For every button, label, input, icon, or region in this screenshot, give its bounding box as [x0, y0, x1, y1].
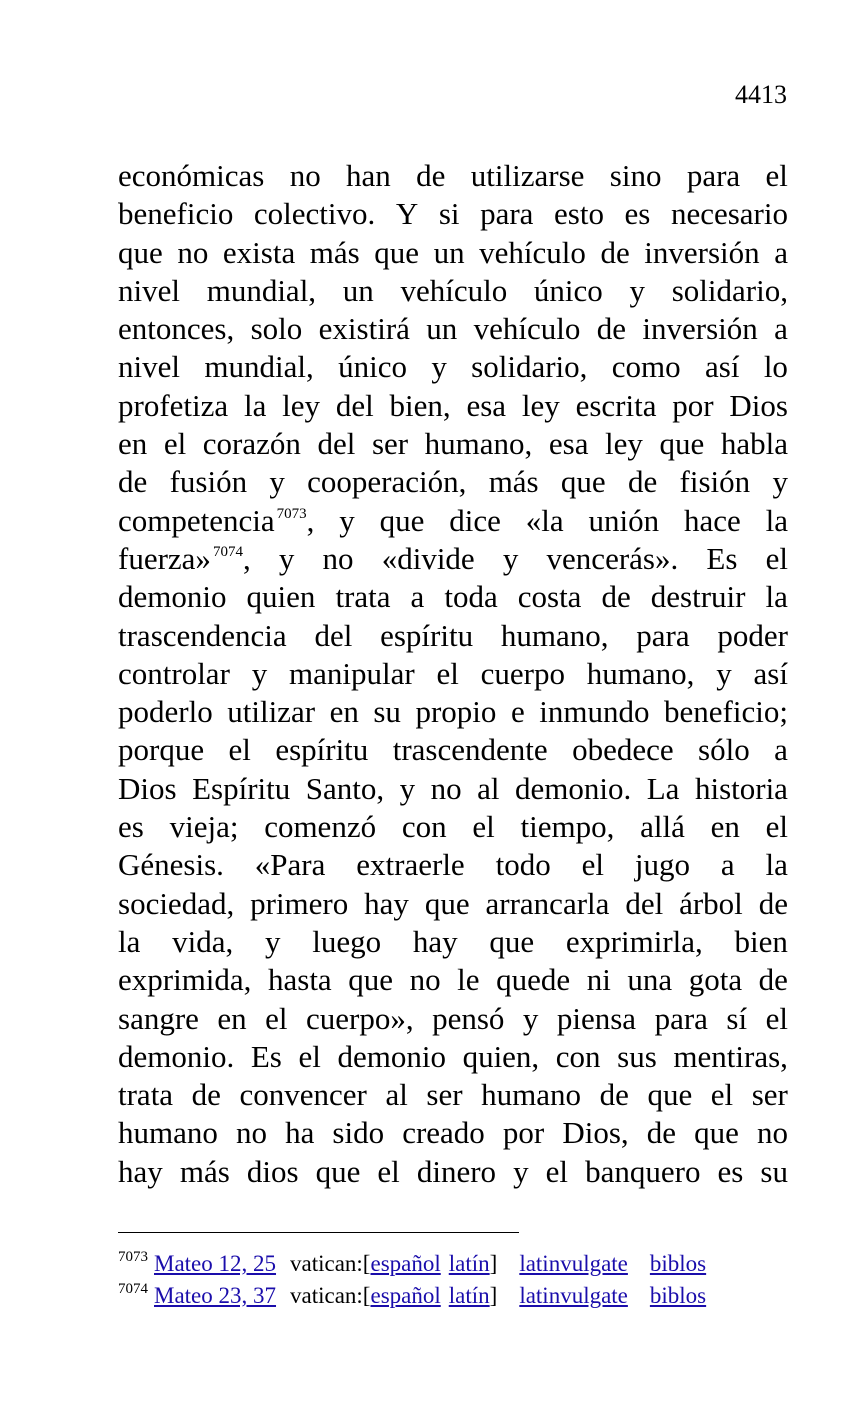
word: costa — [517, 579, 582, 615]
word: y — [269, 464, 285, 500]
word: cuerpo — [480, 655, 565, 691]
text-line — [118, 1038, 788, 1076]
word: que — [118, 234, 163, 270]
word: que — [647, 1077, 693, 1113]
word: nivel — [118, 272, 180, 308]
word: vida, — [172, 923, 234, 959]
word: banquero — [585, 1153, 701, 1189]
vatican-label: vatican:[ — [290, 1283, 371, 1308]
word: que — [374, 234, 420, 270]
word: el — [298, 1038, 321, 1074]
biblos-link[interactable]: biblos — [649, 1251, 707, 1276]
word: su — [760, 1153, 788, 1189]
word: su — [373, 694, 401, 730]
word: sí — [726, 1000, 748, 1036]
word: destruir — [650, 579, 746, 615]
word: hay — [118, 1153, 163, 1189]
word: un — [426, 311, 458, 347]
word: obedece — [572, 732, 674, 768]
word: corazón — [202, 426, 301, 462]
word: demonio — [337, 1038, 446, 1074]
word: a — [774, 311, 788, 347]
word: piensa — [556, 1000, 637, 1036]
word: le — [457, 962, 480, 998]
word: exprimirla, — [565, 923, 703, 959]
word: esto — [554, 196, 604, 232]
word: por — [672, 387, 714, 423]
word: un — [342, 272, 374, 308]
word: el — [581, 847, 604, 883]
footnote-number: 7074 — [118, 1281, 148, 1297]
word: competencia — [118, 502, 275, 538]
bracket-close: ] — [489, 1251, 498, 1276]
word: ser — [751, 1077, 788, 1113]
word: necesario — [670, 196, 788, 232]
word: el — [377, 1153, 400, 1189]
word: esa — [548, 426, 589, 462]
word: , — [242, 540, 251, 576]
word: al — [477, 770, 500, 806]
word: Es — [706, 540, 738, 576]
word: humano, — [424, 426, 533, 462]
word: bien — [734, 923, 788, 959]
word: Dios — [729, 387, 788, 423]
word-with-footnote-ref — [118, 502, 314, 540]
text-line — [118, 1076, 788, 1114]
word: y — [772, 464, 788, 500]
text-line — [118, 808, 788, 846]
word: , — [306, 502, 315, 538]
word: es — [118, 809, 144, 845]
word: luego — [312, 923, 382, 959]
word: convencer — [239, 1077, 367, 1113]
word: sido — [332, 1115, 385, 1151]
word: la — [118, 923, 141, 959]
body-text — [118, 157, 788, 1191]
word: del — [314, 617, 353, 653]
word: hace — [683, 502, 741, 538]
word: para — [654, 1000, 708, 1036]
word: Espíritu — [192, 770, 291, 806]
word: no — [235, 1115, 267, 1151]
word: de — [600, 234, 630, 270]
word: profetiza — [118, 387, 229, 423]
bracket-close: ] — [489, 1283, 498, 1308]
text-line — [118, 693, 788, 731]
footnotes — [118, 1248, 818, 1312]
word: todo — [495, 847, 551, 883]
word: que — [694, 1115, 739, 1151]
word: y — [431, 349, 447, 385]
text-line — [118, 617, 788, 655]
word: escrita — [575, 387, 657, 423]
word: fisión — [679, 464, 751, 500]
word: por — [502, 1115, 545, 1151]
word: más — [309, 234, 360, 270]
word: inversión — [642, 311, 758, 347]
text-line — [118, 463, 788, 501]
word: ser — [371, 426, 409, 462]
vatican-label: vatican:[ — [290, 1251, 371, 1276]
page-number: 4413 — [735, 80, 787, 109]
footnote-divider — [118, 1232, 519, 1233]
text-line — [118, 655, 788, 693]
word: exprimida, — [118, 962, 252, 998]
word: quien, — [462, 1038, 540, 1074]
word: el — [765, 1000, 788, 1036]
word: de — [191, 1077, 221, 1113]
word: creado — [402, 1115, 485, 1151]
word: trata — [118, 1077, 174, 1113]
word: Dios — [118, 770, 177, 806]
word: cooperación, — [307, 464, 467, 500]
text-line — [118, 387, 788, 425]
word: con — [401, 809, 447, 845]
word: y — [716, 655, 732, 691]
word: hasta — [268, 962, 332, 998]
word: en — [710, 809, 740, 845]
word: y — [278, 540, 295, 576]
word: bien, — [389, 387, 451, 423]
word: vehículo — [479, 234, 586, 270]
word: Dios, — [562, 1115, 629, 1151]
word: y — [522, 1000, 539, 1036]
word: historia — [694, 770, 788, 806]
word: beneficio — [118, 196, 234, 232]
word: de — [627, 464, 658, 500]
text-line — [118, 1000, 788, 1038]
word: «la — [525, 502, 564, 538]
espanol-link[interactable]: español — [370, 1283, 441, 1308]
word: sólo — [698, 732, 750, 768]
word: unión — [588, 502, 660, 538]
text-line — [118, 961, 788, 999]
word: y — [265, 923, 281, 959]
word: espíritu — [380, 617, 474, 653]
word: sus — [617, 1038, 657, 1074]
word: el — [545, 1153, 569, 1189]
text-line — [118, 885, 788, 923]
word: de — [596, 311, 627, 347]
word: que — [424, 885, 470, 921]
word: nivel — [118, 349, 180, 385]
word: trascendencia — [118, 617, 287, 653]
word: el — [228, 732, 251, 768]
word: fuerza» — [118, 540, 211, 576]
text-line — [118, 157, 788, 195]
word: de — [118, 464, 148, 500]
word: quien — [246, 579, 316, 615]
word: para — [636, 617, 690, 653]
word: humano, — [586, 655, 695, 691]
word: el — [765, 809, 788, 845]
footnote-7074 — [118, 1280, 818, 1312]
word: un — [433, 234, 465, 270]
word: extraerle — [356, 847, 465, 883]
word: dios — [246, 1153, 299, 1189]
word: toda — [444, 579, 498, 615]
word: así — [705, 349, 740, 385]
text-line — [118, 923, 788, 961]
word: a — [410, 579, 425, 615]
word: primero — [250, 885, 349, 921]
word: porque — [118, 732, 205, 768]
word: para — [686, 158, 741, 193]
footnote-ref: 7074 — [212, 543, 243, 560]
word: ley — [521, 387, 560, 423]
text-line — [118, 731, 788, 769]
latin-link[interactable]: latín — [448, 1251, 490, 1276]
word: ser — [426, 1077, 463, 1113]
word: del — [625, 885, 664, 921]
word-with-footnote-ref — [118, 540, 251, 578]
word: gota — [688, 962, 743, 998]
word: mentiras, — [673, 1038, 788, 1074]
word: no — [322, 540, 354, 576]
word: así — [753, 655, 788, 691]
word: ni — [586, 962, 611, 998]
word: que — [659, 426, 705, 462]
text-line — [118, 234, 788, 272]
word: no — [430, 770, 462, 806]
word: Y — [395, 196, 419, 232]
biblos-link[interactable]: biblos — [649, 1283, 707, 1308]
word: allá — [640, 809, 685, 845]
word: jugo — [634, 847, 690, 883]
word: el — [765, 540, 788, 576]
word: demonio. — [118, 1038, 235, 1074]
word: que — [379, 502, 425, 538]
word: que — [560, 464, 606, 500]
word: Es — [250, 1038, 282, 1074]
word: esa — [466, 387, 507, 423]
word: poder — [717, 617, 788, 653]
word: a — [720, 847, 735, 883]
word: el — [765, 158, 788, 193]
word: no — [177, 234, 209, 270]
word: y — [629, 272, 645, 308]
word: con — [555, 1038, 601, 1074]
word: manipular — [288, 655, 415, 691]
word: de — [758, 885, 788, 921]
word: inversión — [644, 234, 760, 270]
word: espíritu — [275, 732, 369, 768]
word: colectivo. — [253, 196, 376, 232]
word: e — [510, 694, 525, 730]
word: vehículo — [473, 311, 581, 347]
word: no — [756, 1115, 788, 1151]
word: humano — [118, 1115, 218, 1151]
word: que — [348, 962, 394, 998]
word: el — [472, 809, 495, 845]
word: lo — [763, 349, 788, 385]
word: el — [436, 655, 459, 691]
text-line — [118, 425, 788, 463]
word: habla — [720, 426, 788, 462]
footnote-number: 7073 — [118, 1249, 148, 1265]
word: poderlo — [118, 694, 213, 730]
word: económicas — [118, 158, 265, 193]
word: han — [346, 158, 391, 193]
text-line — [118, 272, 788, 310]
word: utilizar — [227, 694, 316, 730]
text-line — [118, 348, 788, 386]
espanol-link[interactable]: español — [370, 1251, 441, 1276]
word: y — [339, 502, 355, 538]
text-line — [118, 1153, 788, 1191]
citation-link[interactable]: Mateo 12, 25 — [154, 1251, 277, 1276]
text-line — [118, 502, 788, 540]
word: propio — [415, 694, 497, 730]
word: es — [717, 1153, 744, 1189]
word: que — [489, 923, 535, 959]
word: la — [765, 579, 788, 615]
word: de — [599, 1077, 629, 1113]
word: entonces, — [118, 311, 235, 347]
word: ha — [285, 1115, 315, 1151]
word: vencerás». — [546, 540, 679, 576]
word: dice — [449, 502, 501, 538]
footnote-ref: 7073 — [276, 505, 307, 522]
word: demonio. — [515, 770, 632, 806]
word: trata — [335, 579, 391, 615]
latinvulgate-link[interactable]: latinvulgate — [519, 1283, 628, 1308]
word: existirá — [318, 311, 410, 347]
word: y — [502, 540, 519, 576]
word: de — [646, 1115, 677, 1151]
word: al — [385, 1077, 408, 1113]
word: de — [601, 579, 631, 615]
word: sangre — [118, 1000, 199, 1036]
word: fusión — [169, 464, 248, 500]
word: exista — [222, 234, 296, 270]
footnote-7073 — [118, 1248, 818, 1280]
word: el — [710, 1077, 734, 1113]
word: inmundo — [539, 694, 650, 730]
text-line — [118, 770, 788, 808]
word: y — [251, 655, 268, 691]
word: más — [488, 464, 539, 500]
word: comenzó — [264, 809, 377, 845]
word: tiempo, — [520, 809, 615, 845]
word: a — [774, 732, 788, 768]
word: vieja; — [169, 809, 239, 845]
word: único — [533, 272, 603, 308]
word: utilizarse — [470, 158, 585, 193]
word: humano, — [500, 617, 609, 653]
word: mundial, — [206, 272, 317, 308]
word: solidario, — [671, 272, 788, 308]
word: dinero — [416, 1153, 497, 1189]
latin-link[interactable]: latín — [448, 1283, 490, 1308]
word: la — [765, 502, 788, 538]
word: único — [338, 349, 407, 385]
word: como — [611, 349, 681, 385]
word: árbol — [679, 885, 743, 921]
word: del — [317, 426, 356, 462]
word: mundial, — [204, 349, 314, 385]
word: solidario, — [471, 349, 588, 385]
word: y — [399, 770, 416, 806]
word: no — [289, 158, 321, 193]
word: arrancarla — [485, 885, 610, 921]
word: controlar — [118, 655, 230, 691]
word: el — [265, 1000, 288, 1036]
word: una — [627, 962, 673, 998]
text-line — [118, 1114, 788, 1152]
word: en — [329, 694, 359, 730]
word: del — [335, 387, 374, 423]
word: trascendente — [392, 732, 548, 768]
citation-link[interactable]: Mateo 23, 37 — [154, 1283, 277, 1308]
word: ley — [605, 426, 643, 462]
word: pensó — [432, 1000, 505, 1036]
word: cuerpo», — [306, 1000, 414, 1036]
word: en — [118, 426, 148, 462]
word: de — [416, 158, 446, 193]
word: en — [217, 1000, 247, 1036]
word: sino — [609, 158, 662, 193]
word: sociedad, — [118, 885, 235, 921]
word: quede — [496, 962, 571, 998]
text-line — [118, 195, 788, 233]
word: vehículo — [400, 272, 508, 308]
word: más — [179, 1153, 230, 1189]
word: beneficio; — [664, 694, 788, 730]
word: hay — [412, 923, 458, 959]
word: Santo, — [305, 770, 385, 806]
word: no — [409, 962, 441, 998]
word: para — [480, 196, 534, 232]
word: y — [513, 1153, 529, 1189]
word: demonio — [118, 579, 227, 615]
text-line — [118, 310, 788, 348]
word: humano — [481, 1077, 582, 1113]
text-line — [118, 578, 788, 616]
word: Génesis. — [118, 847, 224, 883]
word: La — [646, 770, 680, 806]
word: solo — [250, 311, 303, 347]
word: «Para — [254, 847, 326, 883]
word: es — [624, 196, 651, 232]
word: la — [765, 847, 788, 883]
word: si — [438, 196, 460, 232]
word: que — [315, 1153, 361, 1189]
word: ley — [282, 387, 321, 423]
word: de — [758, 962, 788, 998]
word: el — [163, 426, 187, 462]
word: «divide — [381, 540, 475, 576]
word: a — [774, 234, 788, 270]
word: hay — [364, 885, 409, 921]
text-line — [118, 540, 788, 578]
text-line — [118, 846, 788, 884]
latinvulgate-link[interactable]: latinvulgate — [519, 1251, 628, 1276]
word: la — [243, 387, 267, 423]
